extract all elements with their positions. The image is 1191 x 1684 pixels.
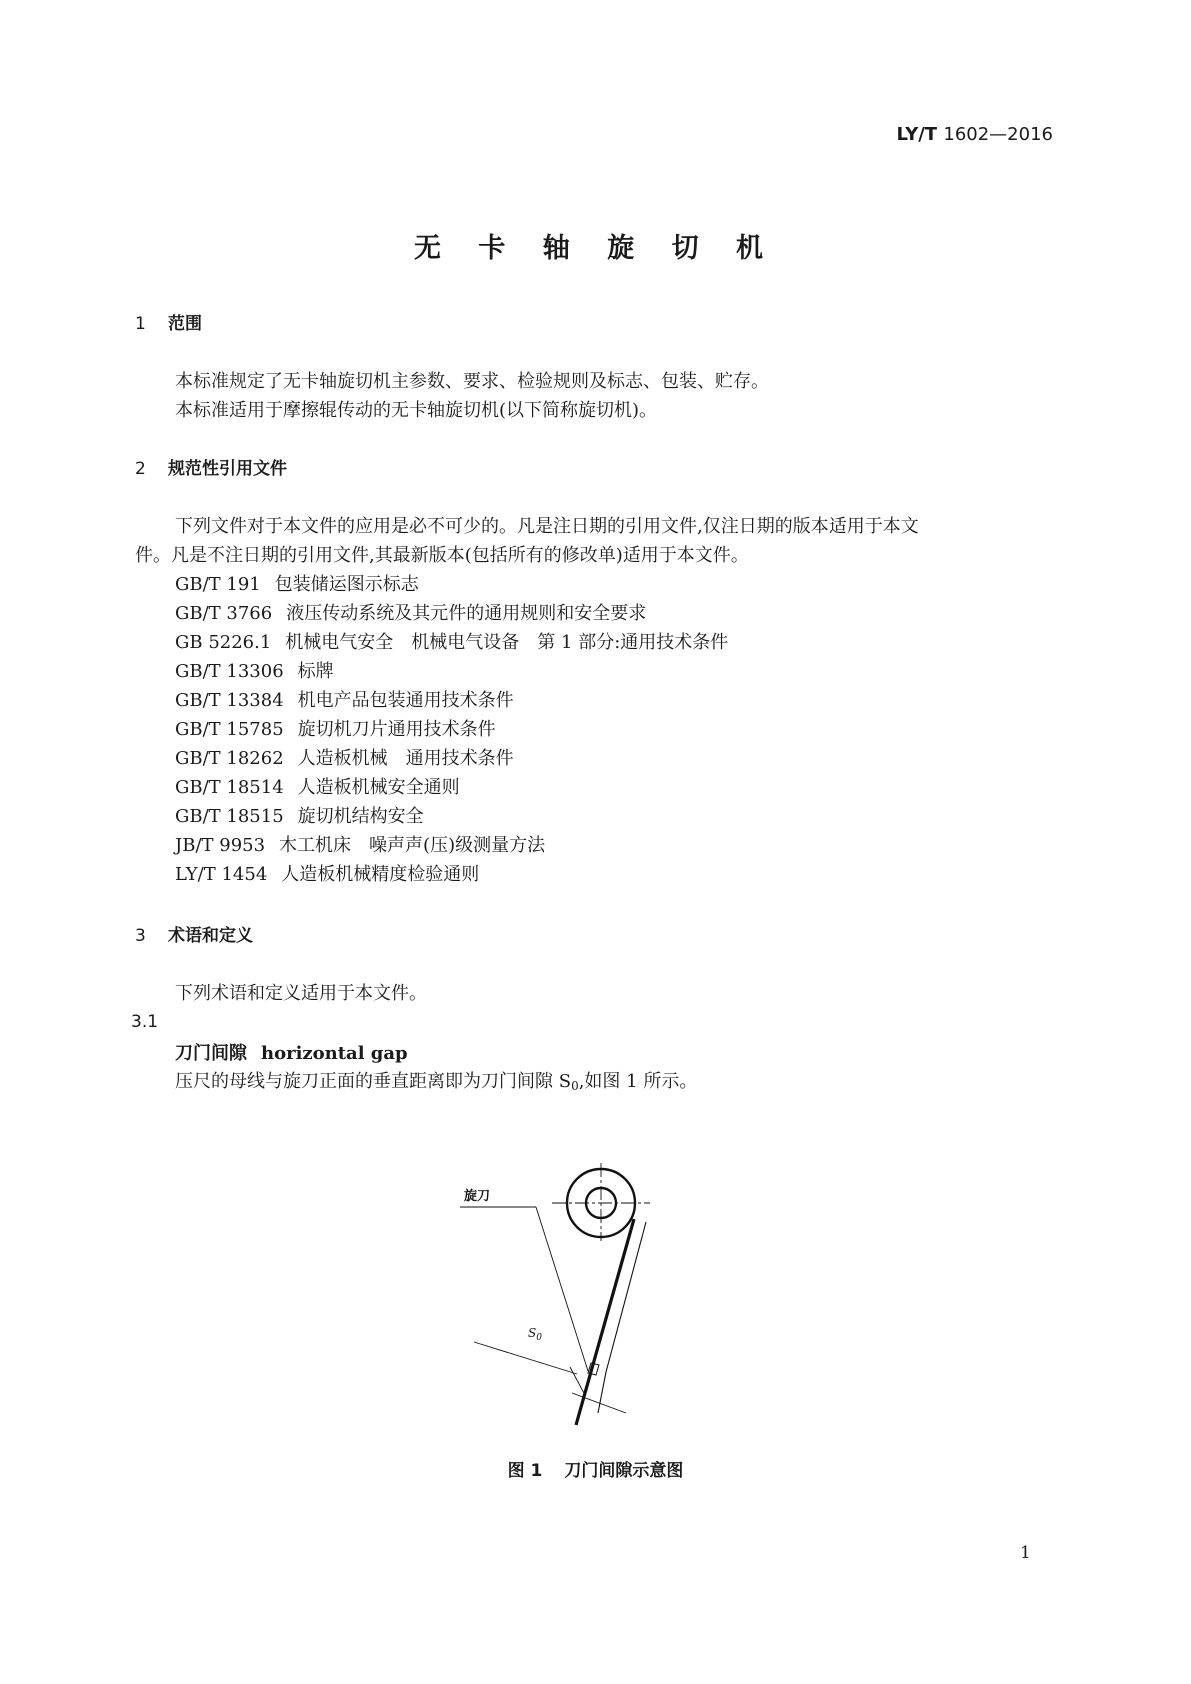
definition-subscript: 0 [571,1079,579,1093]
knife-label: 旋刀 [464,1189,491,1204]
reference-title: 机电产品包装通用技术条件 [297,690,514,711]
reference-title: 人造板机械精度检验通则 [281,864,480,885]
reference-code: JB/T 9953 [175,835,266,856]
section-title: 术语和定义 [168,926,253,946]
reference-item [175,628,728,654]
figure-title: 刀门间隙示意图 [564,1461,684,1481]
gap-label [528,1326,542,1343]
term-chinese: 刀门间隙 [175,1043,247,1064]
reference-title: 木工机床 噪声声(压)级测量方法 [279,835,546,856]
section-3-heading [135,921,253,946]
section-1-heading [135,309,202,334]
reference-code: GB/T 18515 [175,806,284,827]
section-number: 2 [135,459,146,479]
reference-code: GB/T 18514 [175,777,284,798]
reference-item [175,599,646,625]
reference-title: 包装储运图示标志 [274,574,419,595]
reference-title: 机械电气安全 机械电气设备 第 1 部分:通用技术条件 [285,632,729,653]
reference-item [175,860,479,886]
reference-code: GB/T 18262 [175,748,284,769]
page-number: 1 [1020,1543,1031,1563]
paragraph: 本标准规定了无卡轴旋切机主参数、要求、检验规则及标志、包装、贮存。 [175,371,769,392]
reference-title: 人造板机械安全通则 [297,777,460,798]
reference-item [175,744,514,770]
standard-number: 1602—2016 [943,124,1053,145]
paragraph: 下列文件对于本文件的应用是必不可少的。凡是注日期的引用文件,仅注日期的版本适用于本文 [175,516,919,537]
dimension-line-upper [474,1342,577,1374]
figure-1-diagram [464,1167,710,1429]
document-title: 无 卡 轴 旋 切 机 [414,233,777,264]
reference-item [175,570,419,596]
definition-text-end: ,如图 1 所示。 [578,1071,698,1092]
section-number: 3 [135,926,146,946]
reference-item [175,831,545,857]
reference-item [175,686,514,712]
reference-code: GB/T 191 [175,574,261,595]
reference-code: GB/T 3766 [175,603,273,624]
reference-title: 旋切机结构安全 [297,806,424,827]
reference-title: 标牌 [297,661,334,682]
reference-code: LY/T 1454 [175,864,268,885]
section-title: 规范性引用文件 [168,459,287,479]
section-title: 范围 [168,314,202,334]
figure-label: 图 1 [507,1461,543,1481]
standard-code [897,124,1053,145]
reference-item [175,773,460,799]
reference-code: GB 5226.1 [175,632,272,653]
knife-leader-diagonal [536,1207,588,1371]
definition-text: 压尺的母线与旋刀正面的垂直距离即为刀门间隙 S [175,1071,572,1092]
gap-label-letter: S [528,1326,537,1340]
dimension-tick [570,1367,585,1395]
term-entry [175,1039,408,1065]
section-number: 1 [135,314,146,334]
reference-item [175,657,334,683]
reference-title: 液压传动系统及其元件的通用规则和安全要求 [286,603,647,624]
figure-caption [0,1456,1191,1481]
reference-code: GB/T 13384 [175,690,284,711]
reference-item [175,715,496,741]
section-2-heading [135,454,287,479]
reference-code: GB/T 15785 [175,719,284,740]
reference-title: 人造板机械 通用技术条件 [297,748,514,769]
standard-prefix: LY/T [896,124,938,145]
term-english: horizontal gap [261,1043,408,1064]
gap-label-subscript: 0 [536,1333,542,1343]
paragraph: 下列术语和定义适用于本文件。 [175,983,427,1004]
reference-code: GB/T 13306 [175,661,284,682]
reference-item [175,802,424,828]
term-number: 3.1 [131,1012,159,1032]
knife-back-tail [598,1372,606,1413]
paragraph: 本标准适用于摩擦辊传动的无卡轴旋切机(以下简称旋切机)。 [175,400,658,421]
paragraph: 件。凡是不注日期的引用文件,其最新版本(包括所有的修改单)适用于本文件。 [135,545,749,566]
reference-title: 旋切机刀片通用技术条件 [297,719,496,740]
term-definition [175,1067,697,1093]
